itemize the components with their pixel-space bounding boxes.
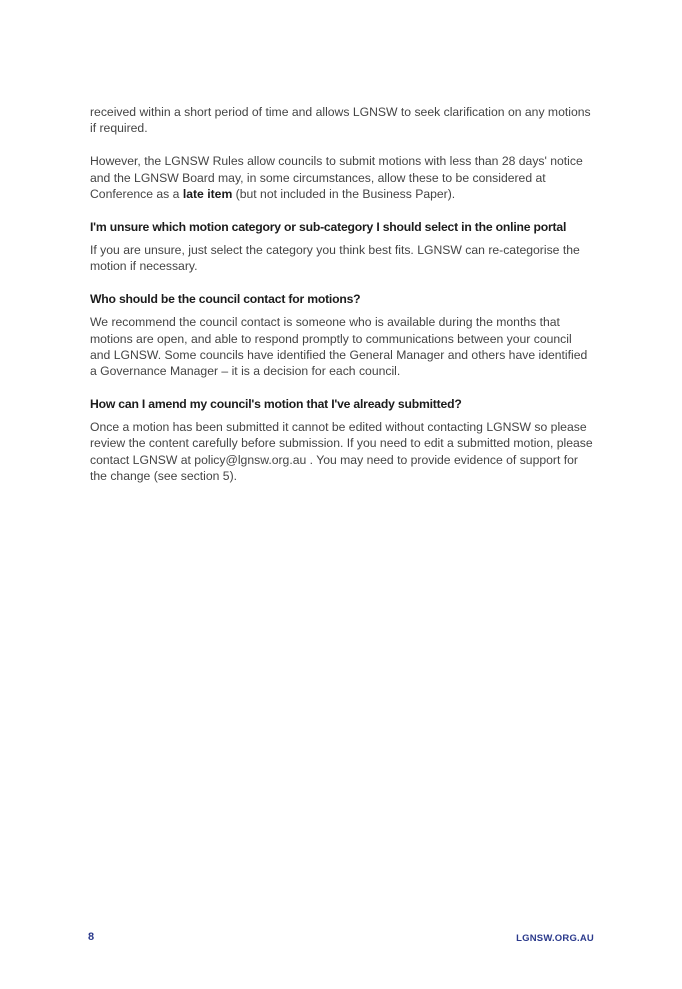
late-item-bold: late item xyxy=(182,186,233,201)
page-content xyxy=(90,104,595,484)
paragraph-motion-category: If you are unsure, just select the category you think best fits. LGNSW can re-categorise the motion if necessary. xyxy=(90,243,580,274)
paragraph-late-item-start: However, the LGNSW Rules allow councils to submit motions with less than 28 days' notice and the LGNSW Board may, in some circumstances, allow these to be considered at Conference as a xyxy=(90,154,583,201)
heading-council-contact: Who should be the council contact for motions? xyxy=(90,292,361,307)
paragraph-intro: received within a short period of time and allows LGNSW to seek clarification on any motions if required. xyxy=(90,105,591,136)
footer-website-link[interactable]: LGNSW.ORG.AU xyxy=(516,933,594,944)
page-number: 8 xyxy=(88,931,95,943)
paragraph-amend-motion: Once a motion has been submitted it cannot be edited without contacting LGNSW so please review the content carefully before submission. If you need to edit a submitted motion, please contact LGNSW at policy@lgnsw.org.au . You may need to provide evidence of support for the change (see section 5). xyxy=(90,420,593,483)
heading-motion-category: I'm unsure which motion category or sub-category I should select in the online portal xyxy=(90,220,567,235)
paragraph-late-item-end: (but not included in the Business Paper). xyxy=(232,186,456,201)
paragraph-council-contact: We recommend the council contact is someone who is available during the months that motions are open, and able to respond promptly to communications between your council and LGNSW. Some councils have identified the General Manager and others have identified a Governance Manager – it is a decision for each council. xyxy=(90,315,588,379)
paragraph-late-item xyxy=(90,153,595,202)
heading-amend-motion: How can I amend my council's motion that I've already submitted? xyxy=(90,397,462,412)
